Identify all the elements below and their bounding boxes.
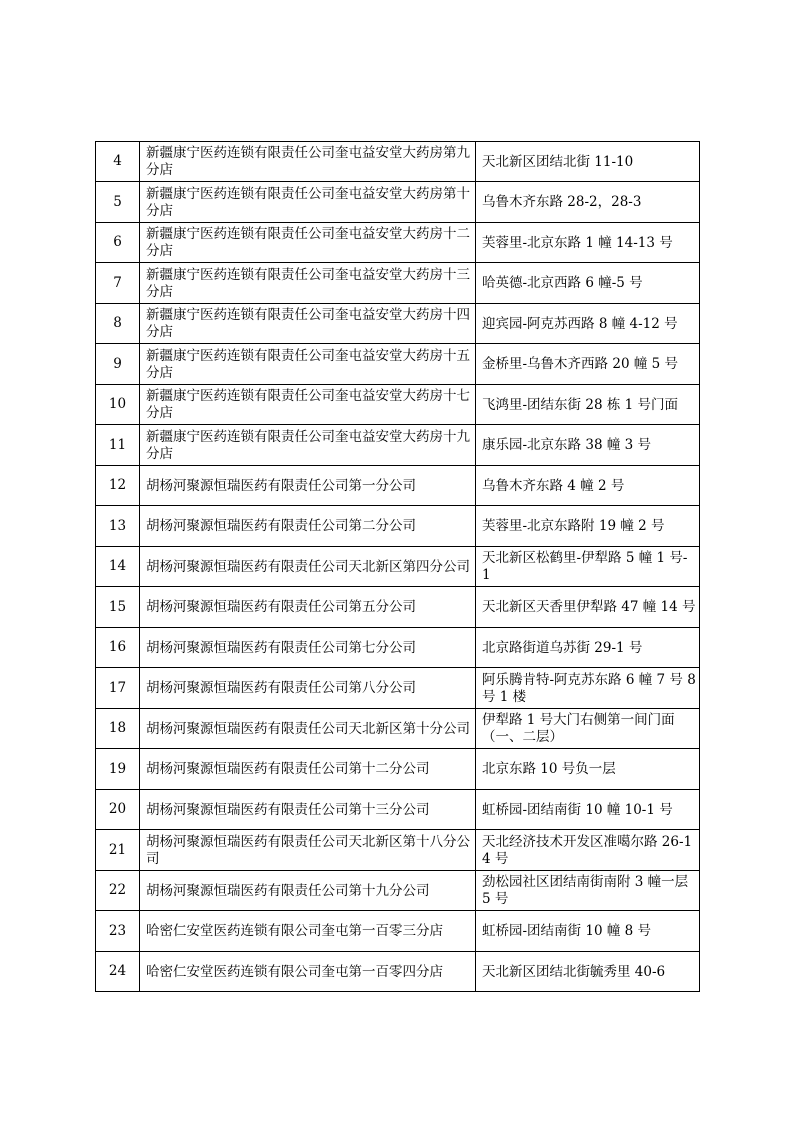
address-cell: 天北新区团结北街 11-10 — [476, 142, 700, 182]
row-number-cell: 11 — [96, 425, 140, 466]
company-name-cell: 胡杨河聚源恒瑞医药有限责任公司第二分公司 — [140, 506, 476, 547]
company-name-cell: 哈密仁安堂医药连锁有限公司奎屯第一百零四分店 — [140, 952, 476, 992]
table-row — [96, 668, 700, 709]
table-row — [96, 425, 700, 466]
row-number-cell: 14 — [96, 547, 140, 587]
row-number-cell: 6 — [96, 223, 140, 263]
row-number-cell: 22 — [96, 871, 140, 911]
row-number-cell: 19 — [96, 749, 140, 790]
row-number-cell: 24 — [96, 952, 140, 992]
address-cell: 虹桥园-团结南街 10 幢 8 号 — [476, 911, 700, 952]
row-number-cell: 23 — [96, 911, 140, 952]
table-row — [96, 223, 700, 263]
pharmacy-list-table — [95, 141, 700, 992]
row-number-cell: 15 — [96, 587, 140, 628]
company-name-cell: 胡杨河聚源恒瑞医药有限责任公司第十二分公司 — [140, 749, 476, 790]
company-name-cell: 新疆康宁医药连锁有限责任公司奎屯益安堂大药房十二分店 — [140, 223, 476, 263]
row-number-cell: 12 — [96, 466, 140, 506]
company-name-cell: 胡杨河聚源恒瑞医药有限责任公司天北新区第十分公司 — [140, 709, 476, 749]
address-cell: 乌鲁木齐东路 4 幢 2 号 — [476, 466, 700, 506]
table-row — [96, 506, 700, 547]
row-number-cell: 8 — [96, 304, 140, 344]
company-name-cell: 胡杨河聚源恒瑞医药有限责任公司第七分公司 — [140, 628, 476, 668]
company-name-cell: 胡杨河聚源恒瑞医药有限责任公司第十九分公司 — [140, 871, 476, 911]
table-row — [96, 263, 700, 304]
table-body — [96, 142, 700, 992]
table-row — [96, 587, 700, 628]
address-cell: 芙蓉里-北京东路 1 幢 14-13 号 — [476, 223, 700, 263]
address-cell: 飞鸿里-团结东街 28 栋 1 号门面 — [476, 385, 700, 425]
row-number-cell: 4 — [96, 142, 140, 182]
table-row — [96, 547, 700, 587]
company-name-cell: 新疆康宁医药连锁有限责任公司奎屯益安堂大药房十四分店 — [140, 304, 476, 344]
address-cell: 北京东路 10 号负一层 — [476, 749, 700, 790]
row-number-cell: 5 — [96, 182, 140, 223]
address-cell: 虹桥园-团结南街 10 幢 10-1 号 — [476, 790, 700, 830]
company-name-cell: 新疆康宁医药连锁有限责任公司奎屯益安堂大药房十九分店 — [140, 425, 476, 466]
row-number-cell: 17 — [96, 668, 140, 709]
row-number-cell: 20 — [96, 790, 140, 830]
row-number-cell: 16 — [96, 628, 140, 668]
address-cell: 天北新区团结北街毓秀里 40-6 — [476, 952, 700, 992]
company-name-cell: 哈密仁安堂医药连锁有限公司奎屯第一百零三分店 — [140, 911, 476, 952]
company-name-cell: 新疆康宁医药连锁有限责任公司奎屯益安堂大药房十七分店 — [140, 385, 476, 425]
address-cell: 迎宾园-阿克苏西路 8 幢 4-12 号 — [476, 304, 700, 344]
table-row — [96, 871, 700, 911]
table-row — [96, 466, 700, 506]
row-number-cell: 7 — [96, 263, 140, 304]
company-name-cell: 胡杨河聚源恒瑞医药有限责任公司第八分公司 — [140, 668, 476, 709]
table-row — [96, 709, 700, 749]
address-cell: 哈英德-北京西路 6 幢-5 号 — [476, 263, 700, 304]
row-number-cell: 21 — [96, 830, 140, 871]
company-name-cell: 胡杨河聚源恒瑞医药有限责任公司天北新区第十八分公司 — [140, 830, 476, 871]
address-cell: 天北经济技术开发区准噶尔路 26-14 号 — [476, 830, 700, 871]
table-row — [96, 344, 700, 385]
table-row — [96, 830, 700, 871]
company-name-cell: 新疆康宁医药连锁有限责任公司奎屯益安堂大药房十五分店 — [140, 344, 476, 385]
table-row — [96, 182, 700, 223]
address-cell: 伊犁路 1 号大门右侧第一间门面（一、二层） — [476, 709, 700, 749]
address-cell: 康乐园-北京东路 38 幢 3 号 — [476, 425, 700, 466]
table-row — [96, 142, 700, 182]
company-name-cell: 胡杨河聚源恒瑞医药有限责任公司第十三分公司 — [140, 790, 476, 830]
address-cell: 金桥里-乌鲁木齐西路 20 幢 5 号 — [476, 344, 700, 385]
row-number-cell: 9 — [96, 344, 140, 385]
company-name-cell: 新疆康宁医药连锁有限责任公司奎屯益安堂大药房第九分店 — [140, 142, 476, 182]
row-number-cell: 18 — [96, 709, 140, 749]
address-cell: 阿乐腾肯特-阿克苏东路 6 幢 7 号 8 号 1 楼 — [476, 668, 700, 709]
company-name-cell: 胡杨河聚源恒瑞医药有限责任公司天北新区第四分公司 — [140, 547, 476, 587]
row-number-cell: 10 — [96, 385, 140, 425]
address-cell: 北京路街道乌苏街 29-1 号 — [476, 628, 700, 668]
table-row — [96, 790, 700, 830]
table-row — [96, 385, 700, 425]
company-name-cell: 新疆康宁医药连锁有限责任公司奎屯益安堂大药房第十分店 — [140, 182, 476, 223]
address-cell: 天北新区松鹤里-伊犁路 5 幢 1 号-1 — [476, 547, 700, 587]
table-row — [96, 304, 700, 344]
address-cell: 天北新区天香里伊犁路 47 幢 14 号 — [476, 587, 700, 628]
company-name-cell: 新疆康宁医药连锁有限责任公司奎屯益安堂大药房十三分店 — [140, 263, 476, 304]
company-name-cell: 胡杨河聚源恒瑞医药有限责任公司第一分公司 — [140, 466, 476, 506]
address-cell: 芙蓉里-北京东路附 19 幢 2 号 — [476, 506, 700, 547]
table-row — [96, 749, 700, 790]
address-cell: 乌鲁木齐东路 28-2，28-3 — [476, 182, 700, 223]
table-row — [96, 911, 700, 952]
table-row — [96, 952, 700, 992]
address-cell: 劲松园社区团结南街南附 3 幢一层 5 号 — [476, 871, 700, 911]
row-number-cell: 13 — [96, 506, 140, 547]
table-row — [96, 628, 700, 668]
company-name-cell: 胡杨河聚源恒瑞医药有限责任公司第五分公司 — [140, 587, 476, 628]
